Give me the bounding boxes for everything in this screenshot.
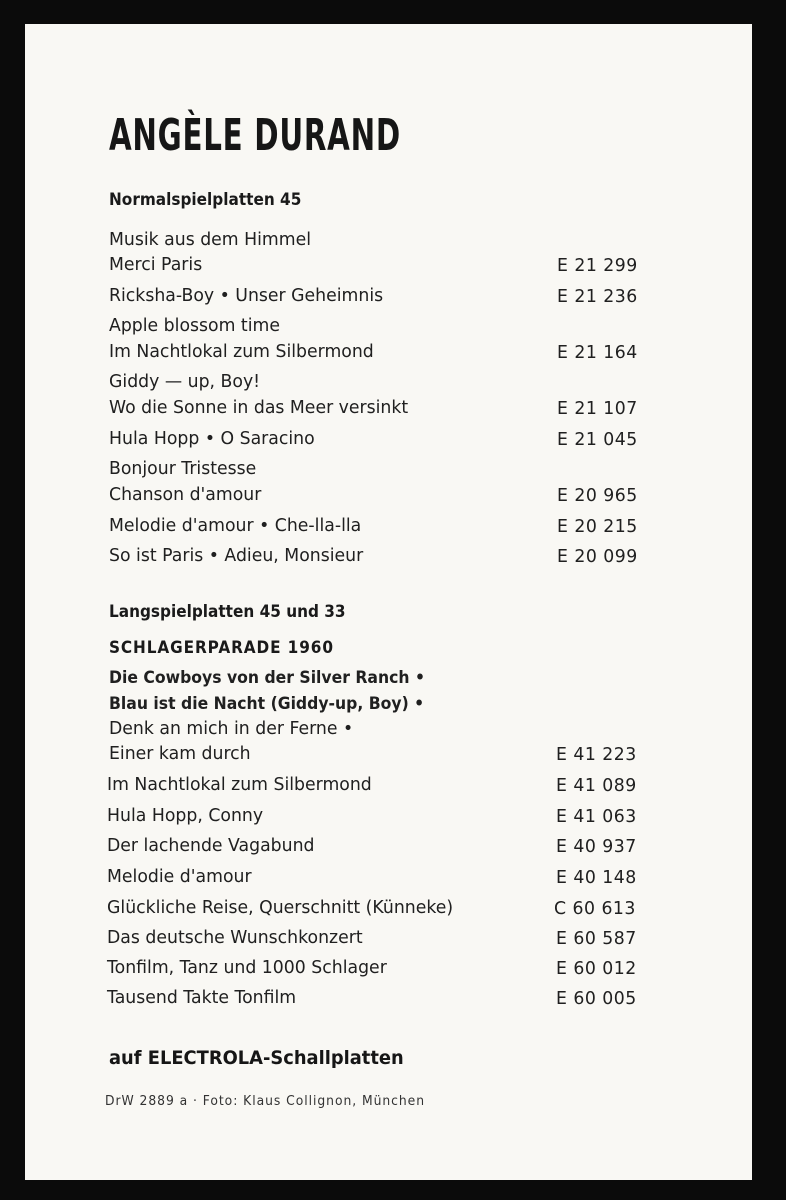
title-line: Hula Hopp • O Saracino [109, 428, 315, 449]
title-line: So ist Paris • Adieu, Monsieur [109, 545, 364, 566]
catalog-number: E 41 063 [556, 806, 637, 827]
medley-line-bold: Die Cowboys von der Silver Ranch • [109, 668, 425, 688]
catalog-number: E 60 587 [556, 928, 637, 949]
title-line: Ricksha-Boy • Unser Geheimnis [109, 285, 384, 306]
catalog-number: E 20 965 [557, 485, 638, 506]
title-line: Giddy — up, Boy! [109, 371, 261, 392]
catalog-number: E 21 299 [557, 255, 638, 276]
title-line: Hula Hopp, Conny [107, 805, 264, 826]
title-line: Melodie d'amour [107, 866, 252, 887]
catalog-number: E 21 164 [557, 342, 638, 363]
medley-line: Einer kam durch [109, 743, 251, 764]
catalog-number: E 21 236 [557, 286, 638, 307]
photo-credit: DrW 2889 a · Foto: Klaus Collignon, München [105, 1094, 426, 1109]
album-heading: SCHLAGERPARADE 1960 [109, 638, 334, 658]
section-heading-long: Langspielplatten 45 und 33 [109, 602, 346, 622]
catalog-number: E 20 215 [557, 516, 638, 537]
title-line: Tonfilm, Tanz und 1000 Schlager [107, 957, 387, 978]
catalog-number: E 20 099 [557, 546, 638, 567]
catalog-number: E 60 005 [556, 988, 637, 1009]
title-line: Merci Paris [109, 254, 203, 275]
record-label-line: auf ELECTROLA-Schallplatten [109, 1047, 404, 1069]
catalog-number: E 21 107 [557, 398, 638, 419]
title-line: Apple blossom time [109, 315, 280, 336]
title-line: Wo die Sonne in das Meer versinkt [109, 397, 409, 418]
section-heading-normal: Normalspielplatten 45 [109, 190, 302, 210]
postcard-back [25, 24, 752, 1180]
medley-line-bold: Blau ist die Nacht (Giddy-up, Boy) • [109, 694, 425, 714]
catalog-number: C 60 613 [554, 898, 636, 919]
title-line: Der lachende Vagabund [107, 835, 315, 856]
catalog-number: E 41 089 [556, 775, 637, 796]
title-line: Tausend Takte Tonfilm [107, 987, 297, 1008]
title-line: Musik aus dem Himmel [109, 229, 312, 250]
artist-name: ANGÈLE DURAND [109, 110, 401, 161]
title-line: Das deutsche Wunschkonzert [107, 927, 363, 948]
title-line: Melodie d'amour • Che-lla-lla [109, 515, 362, 536]
catalog-number: E 40 148 [556, 867, 637, 888]
title-line: Chanson d'amour [109, 484, 262, 505]
catalog-number: E 41 223 [556, 744, 637, 765]
medley-line: Denk an mich in der Ferne • [109, 718, 354, 739]
catalog-number: E 60 012 [556, 958, 637, 979]
catalog-number: E 21 045 [557, 429, 638, 450]
title-line: Im Nachtlokal zum Silbermond [107, 774, 372, 795]
title-line: Bonjour Tristesse [109, 458, 257, 479]
title-line: Glückliche Reise, Querschnitt (Künneke) [107, 897, 454, 918]
catalog-number: E 40 937 [556, 836, 637, 857]
title-line: Im Nachtlokal zum Silbermond [109, 341, 374, 362]
